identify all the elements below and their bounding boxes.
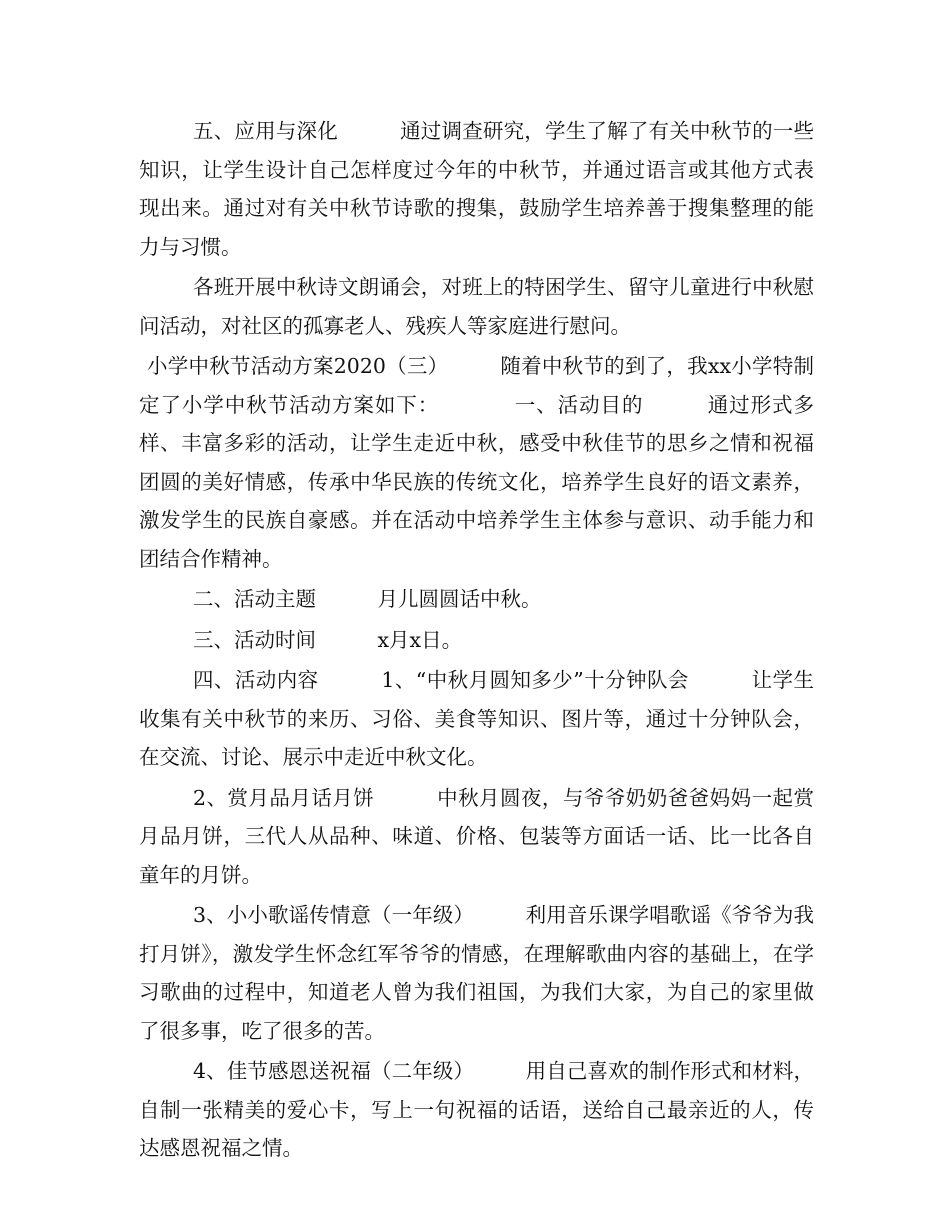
paragraph-content-one: 四、活动内容 1、“中秋月圆知多少”十分钟队会 让学生收集有关中秋节的来历、习俗、美食等知识、图片等，通过十分钟队会，在交流、讨论、展示中走近中秋文化。 [139, 668, 814, 769]
paragraph-plan-three: 小学中秋节活动方案2020（三） 随着中秋节的到了，我xx小学特制定了小学中秋节活动方案如下： 一、活动目的 通过形式多样、丰富多彩的活动，让学生走近中秋，感受中秋佳节的思乡之情和祝福团圆的美好情感，传承中华民族的传统文化，培养学生良好的语文素养，激发学生的民族自豪感。并在活动中培养学生主体参与意识、动手能力和团结合作精神。 [139, 354, 814, 571]
paragraph-theme: 二、活动主题 月儿圆圆话中秋。 [193, 587, 542, 611]
paragraph-content-four: 4、佳节感恩送祝福（二年级） 用自己喜欢的制作形式和材料，自制一张精美的爱心卡，写上一句祝福的话语，送给自己最亲近的人，传达感恩祝福之情。 [139, 1059, 814, 1160]
paragraph-recitation: 各班开展中秋诗文朗诵会，对班上的特困学生、留守儿童进行中秋慰问活动，对社区的孤寡老人、残疾人等家庭进行慰问。 [139, 275, 814, 338]
document-body [139, 112, 814, 1170]
paragraph-content-three: 3、小小歌谣传情意（一年级） 利用音乐课学唱歌谣《爷爷为我打月饼》，激发学生怀念红军爷爷的情感，在理解歌曲内容的基础上，在学习歌曲的过程中，知道老人曾为我们祖国，为我们大家，为自己的家里做了很多事，吃了很多的苦。 [139, 903, 814, 1043]
paragraph-content-two: 2、赏月品月话月饼 中秋月圆夜，与爷爷奶奶爸爸妈妈一起赏月品月饼，三代人从品种、味道、价格、包装等方面话一话、比一比各自童年的月饼。 [139, 785, 814, 887]
paragraph-time: 三、活动时间 x月x日。 [193, 627, 463, 652]
paragraph-application: 五、应用与深化 通过调查研究，学生了解了有关中秋节的一些知识，让学生设计自己怎样度过今年的中秋节，并通过语言或其他方式表现出来。通过对有关中秋节诗歌的搜集，鼓励学生培养善于搜集整理的能力与习惯。 [139, 119, 814, 259]
